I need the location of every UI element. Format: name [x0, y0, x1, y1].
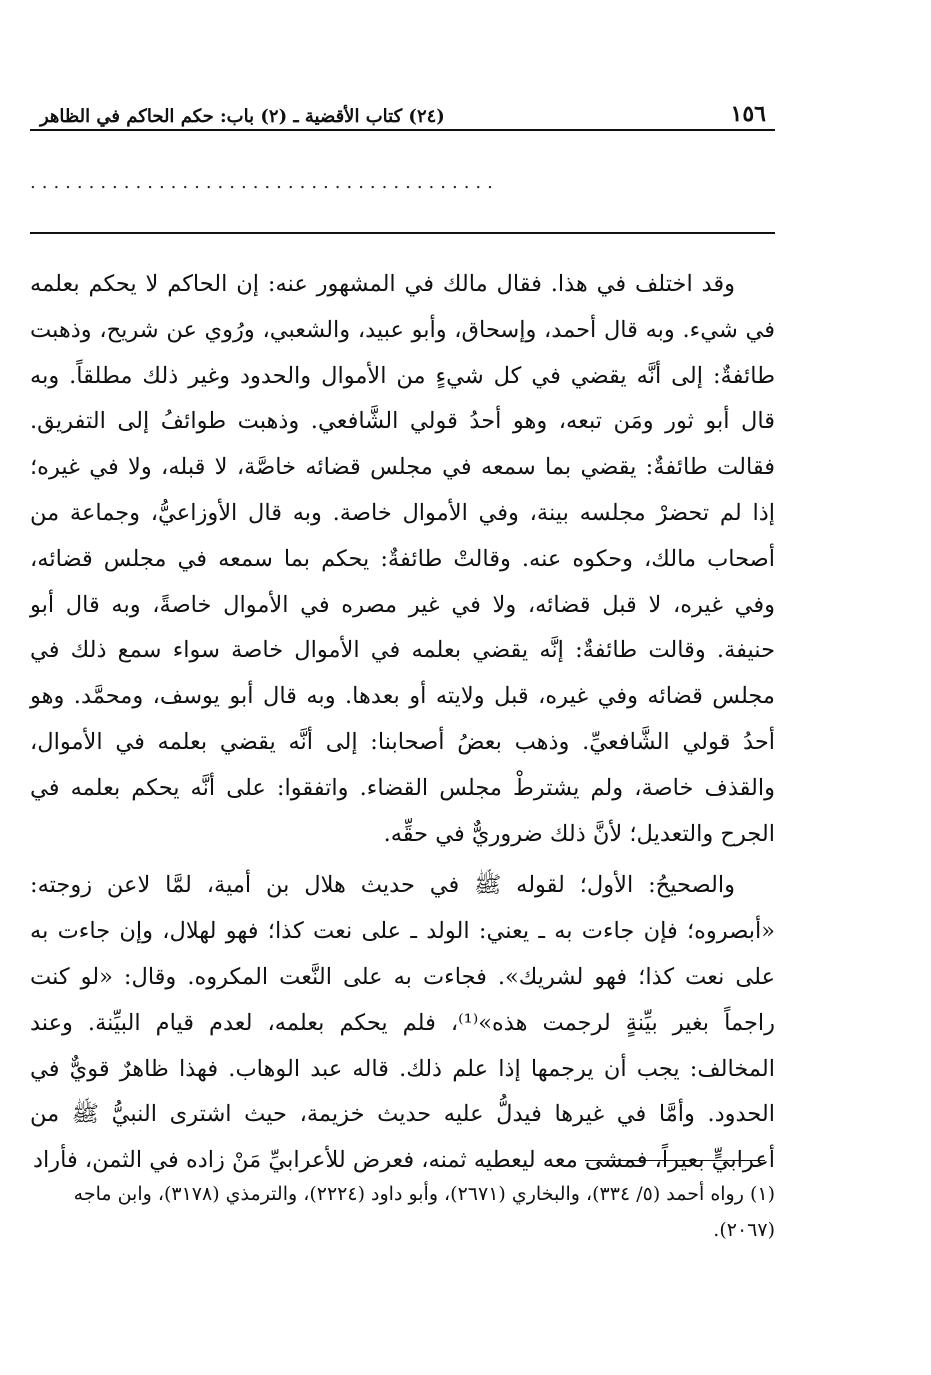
commentary-body	[30, 262, 775, 1184]
footnotes	[30, 1176, 775, 1248]
running-header-title: (٢٤) كتاب الأقضية ـ (٢) باب: حكم الحاكم في الظاهر	[40, 106, 445, 127]
paragraph-2: والصحيحُ: الأول؛ لقوله ﷺ في حديث هلال بن أمية، لمَّا لاعن زوجته: «أبصروه؛ فإن جاءت به ـ يعني: الولد ـ على نعت كذا؛ فهو لهلال، وإن جاءت به على نعت كذا؛ فهو لشريك». فجاءت به على النَّعت المكروه. وقال: «لو كنت راجماً بغير بيِّنةٍ لرجمت هذه»⁽¹⁾، فلم يحكم بعلمه، لعدم قيام البيِّنة. وعند المخالف: يجب أن يرجمها إذا علم ذلك. قاله عبد الوهاب. فهذا ظاهرٌ قويٌّ في الحدود. وأمَّا في غيرها فيدلُّ عليه حديث خزيمة، حيث اشترى النبيُّ ﷺ من أعرابيٍّ بعيراً، فمشى معه ليعطيه ثمنه، فعرض للأعرابيِّ مَنْ زاده في الثمن، فأراد	[30, 872, 775, 1174]
omitted-text-ellipsis: ........................................	[30, 172, 499, 193]
running-header	[30, 95, 770, 127]
header-divider	[30, 129, 775, 131]
section-divider	[30, 232, 775, 234]
paragraph-1: وقد اختلف في هذا. فقال مالك في المشهور عنه: إن الحاكم لا يحكم بعلمه في شيء. وبه قال أحمد، وإسحاق، وأبو عبيد، والشعبي، ورُوي عن شريح، وذهبت طائفةٌ: إلى أنَّه يقضي في كل شيءٍ من الأموال والحدود وغير ذلك مطلقاً. وبه قال أبو ثور ومَن تبعه، وهو أحدُ قولي الشَّافعي. وذهبت طوائفُ إلى التفريق. فقالت طائفةٌ: يقضي بما سمعه في مجلس قضائه خاصَّة، لا قبله، ولا في غيره؛ إذا لم تحضرْ مجلسه بينة، وفي الأموال خاصة. وبه قال الأوزاعيُّ، وجماعة من أصحاب مالك، وحكوه عنه. وقالتْ طائفةٌ: يحكم بما سمعه في مجلس قضائه، وفي غيره، لا قبل قضائه، ولا في غير مصره في الأموال خاصةً، وبه قال أبو حنيفة. وقالت طائفةٌ: إنَّه يقضي بعلمه في الأموال خاصة سواء سمع ذلك في مجلس قضائه وفي غيره، قبل ولايته أو بعدها. وبه قال أبو يوسف، ومحمَّد. وهو أحدُ قولي الشَّافعيِّ. وذهب بعضُ أصحابنا: إلى أنَّه يقضي بعلمه في الأموال، والقذف خاصة، ولم يشترطْ مجلس القضاء. واتفقوا: على أنَّه يحكم بعلمه في الجرح والتعديل؛ لأنَّ ذلك ضروريٌّ في حقِّه.	[30, 271, 775, 847]
page-number: ١٥٦	[730, 101, 766, 127]
footnote-separator	[585, 1160, 765, 1161]
footnote-1: (١) رواه أحمد (٥/ ٣٣٤)، والبخاري (٢٦٧١)، وأبو داود (٢٢٢٤)، والترمذي (٣١٧٨)، وابن ماجه (٢٠٦٧).	[73, 1183, 775, 1241]
